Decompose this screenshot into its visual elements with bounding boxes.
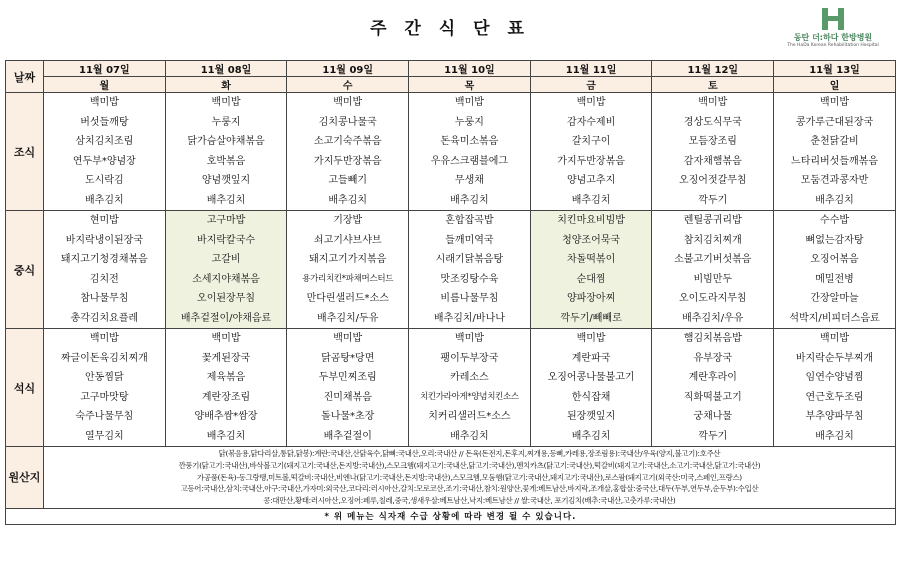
menu-item: 기장밥 xyxy=(333,215,363,226)
menu-item: 경상도식무국 xyxy=(683,116,742,128)
menu-item: 배추김치 xyxy=(571,194,611,206)
logo-name: 동탄 더:하다 한방병원 xyxy=(793,33,873,42)
menu-item: 치커리샐러드*소스 xyxy=(428,411,511,422)
menu-item: 계란파국 xyxy=(571,352,611,364)
menu-item: 양배추쌈*쌈장 xyxy=(194,411,258,422)
origin-info xyxy=(44,447,896,509)
menu-item: 감자수제비 xyxy=(566,116,616,128)
menu-item: 양파장아찌 xyxy=(566,293,616,304)
dinner-menu-cell xyxy=(165,329,287,447)
menu-item: 배추김치 xyxy=(450,430,489,442)
menu-item: 고들빼기 xyxy=(328,175,368,186)
menu-item: 부추양파무침 xyxy=(805,411,864,422)
menu-item: 순대찜 xyxy=(576,273,606,285)
origin-line: 고등어:국내산,삼치:국내산,아구:국내산,가자미:외국산,코다리:러시아산,갈치:모로코산,조기:국내산,참치:원양산,꽃게:베트남산,바지락,조개살,홍합살:중국산,대두(두부,연두부,순두부):수입산 xyxy=(180,484,759,494)
menu-item: 닭곰탕*당면 xyxy=(321,352,375,364)
menu-item: 춘천닭갈비 xyxy=(810,136,859,147)
menu-item: 닭가슴살야채볶음 xyxy=(187,136,265,147)
menu-item: 석박지/비피더스음료 xyxy=(789,312,880,324)
weekday-cell: 수 xyxy=(287,77,409,93)
menu-item: 가지두반장볶음 xyxy=(313,155,382,167)
menu-item: 감자채햄볶음 xyxy=(683,155,742,167)
menu-item: 백미밥 xyxy=(820,97,850,108)
menu-item: 유부장국 xyxy=(693,352,733,364)
hospital-logo-icon xyxy=(822,8,844,30)
dinner-menu-cell xyxy=(44,329,166,447)
menu-item: 배추김치/우유 xyxy=(682,312,744,324)
menu-item: 치킨가라아게*양념치킨소스 xyxy=(419,391,519,402)
menu-item: 비빔만두 xyxy=(693,273,733,285)
weekday-cell: 토 xyxy=(652,77,774,93)
menu-item: 콩가루근대된장국 xyxy=(795,116,874,128)
menu-item: 백미밥 xyxy=(698,97,728,108)
menu-item: 돼지고기가지볶음 xyxy=(309,254,387,265)
menu-item: 메밀전병 xyxy=(815,273,854,285)
menu-item: 총각김치요플레 xyxy=(70,312,139,324)
menu-item: 배추김치 xyxy=(815,430,854,442)
lunch-menu-cell xyxy=(774,211,896,329)
menu-item: 김치전 xyxy=(89,273,119,285)
menu-item: 시래기닭볶음탕 xyxy=(435,254,504,265)
breakfast-menu-cell xyxy=(165,93,287,211)
date-row xyxy=(6,61,896,77)
date-cell: 11월 09일 xyxy=(287,61,409,77)
menu-item: 팽이두부장국 xyxy=(440,352,499,364)
menu-item: 우유스크램블에그 xyxy=(430,155,509,167)
menu-item: 오징어콩나물불고기 xyxy=(547,372,635,383)
menu-item: 치킨마요비빔밥 xyxy=(557,215,625,226)
menu-item: 모둠견과콩자반 xyxy=(800,175,869,186)
menu-item: 참나물무침 xyxy=(80,293,129,304)
date-cell: 11월 12일 xyxy=(652,61,774,77)
menu-item: 짜글이돈육김치찌개 xyxy=(60,352,148,364)
menu-item: 소세지야채볶음 xyxy=(192,273,260,285)
menu-item: 백미밥 xyxy=(576,333,606,344)
lunch-label: 중식 xyxy=(6,211,44,329)
menu-item: 혼합잡곡밥 xyxy=(445,215,494,226)
menu-item: 쇠고기샤브샤브 xyxy=(313,234,382,246)
menu-item: 삼치김치조림 xyxy=(75,136,134,147)
menu-item: 깍두기 xyxy=(698,194,728,206)
menu-item: 배추겉절이/야채음료 xyxy=(180,312,272,324)
menu-item: 수수밥 xyxy=(820,215,850,226)
origin-line: 닭(볶음용,닭다리살,통닭,닭봉):계란:국내산,산닭육수,닭뼈:국내산,오리:국내산 // 돈육(돈전지,돈후지,찌개용,등뼈,카레용,장조림용):국내산/우육(양지,불고기):호주산 xyxy=(218,449,721,458)
menu-item: 누룽지 xyxy=(211,116,241,128)
menu-item: 백미밥 xyxy=(454,97,484,108)
menu-item: 현미밥 xyxy=(89,215,119,226)
page-title: 주 간 식 단 표 xyxy=(370,19,530,39)
menu-item: 차돌떡볶이 xyxy=(566,254,616,265)
dinner-menu-cell xyxy=(287,329,409,447)
origin-label: 원산지 xyxy=(6,447,44,509)
menu-item: 백미밥 xyxy=(89,97,119,108)
lunch-menu-cell xyxy=(287,211,409,329)
logo-subtitle: The HaDa Korean Rehabilitation Hospital xyxy=(787,43,879,48)
menu-item: 배추김치 xyxy=(815,194,854,206)
menu-item: 계란후라이 xyxy=(688,372,737,383)
menu-item: 깍두기 xyxy=(698,430,728,442)
menu-item: 바지락냉이된장국 xyxy=(65,234,143,246)
menu-item: 돌나물*초장 xyxy=(321,411,375,422)
menu-item: 청양조어묵국 xyxy=(562,234,621,246)
origin-line: 가공품(돈육)-동그랑땡,미트볼,떡갈비:국내산,비엔나(닭고기:국내산,돈지방:국내산),스모크햄,모둠햄(닭고기:국내산,돼지고기:국내산),로스팜(돼지고기(외국산:미국,스페인,프랑스) xyxy=(197,472,742,482)
menu-item: 버섯들깨탕 xyxy=(80,116,129,128)
menu-item: 안동찜닭 xyxy=(85,372,124,383)
menu-item: 배추김치 xyxy=(450,194,489,206)
dinner-menu-cell xyxy=(652,329,774,447)
breakfast-menu-cell xyxy=(409,93,531,211)
date-cell: 11월 10일 xyxy=(409,61,531,77)
menu-item: 맛조킹탕수육 xyxy=(440,273,499,285)
menu-item: 햄김치볶음밥 xyxy=(683,333,742,344)
date-cell: 11월 13일 xyxy=(774,61,896,77)
menu-item: 갈치구이 xyxy=(571,136,611,147)
menu-item: 백미밥 xyxy=(333,333,363,344)
menu-item: 바지락순두부찌개 xyxy=(795,352,874,364)
menu-item: 숙주나물무침 xyxy=(75,411,134,422)
menu-item: 양념고추지 xyxy=(566,175,616,186)
dinner-menu-cell xyxy=(774,329,896,447)
menu-item: 들깨미역국 xyxy=(445,234,494,246)
menu-change-notice: * 위 메뉴는 식자재 수급 상황에 따라 변경 될 수 있습니다. xyxy=(6,508,896,524)
menu-item: 만다린샐러드*소스 xyxy=(306,293,389,304)
dinner-menu-cell xyxy=(409,329,531,447)
menu-item: 임연수양념찜 xyxy=(805,372,864,383)
menu-item: 연두부*양념장 xyxy=(72,155,136,167)
menu-item: 궁채나물 xyxy=(693,411,733,422)
menu-item: 누룽지 xyxy=(454,116,484,128)
menu-item: 열무김치 xyxy=(85,430,124,442)
weekday-cell: 금 xyxy=(530,77,652,93)
menu-item: 고갈비 xyxy=(211,254,241,265)
weekday-row xyxy=(6,77,896,93)
menu-item: 배추김치 xyxy=(206,194,246,206)
lunch-menu-cell xyxy=(165,211,287,329)
menu-item: 된장깻잎지 xyxy=(566,411,616,422)
dinner-menu-cell xyxy=(530,329,652,447)
menu-item: 가지두반장볶음 xyxy=(557,155,625,167)
menu-item: 배추김치 xyxy=(206,430,246,442)
menu-item: 고구마맛탕 xyxy=(80,391,129,403)
menu-item: 백미밥 xyxy=(211,333,241,344)
menu-item: 배추김치 xyxy=(328,194,368,206)
menu-item: 배추김치 xyxy=(571,430,611,442)
menu-item: 꽃게된장국 xyxy=(201,352,251,364)
breakfast-row xyxy=(6,93,896,211)
lunch-menu-cell xyxy=(652,211,774,329)
menu-item: 계란장조림 xyxy=(201,391,251,403)
menu-item: 김치콩나물국 xyxy=(318,116,377,128)
dinner-label: 석식 xyxy=(6,329,44,447)
menu-item: 백미밥 xyxy=(576,97,606,108)
menu-item: 양념깻잎지 xyxy=(201,175,251,186)
menu-item: 깍두기/빼빼로 xyxy=(560,312,622,324)
menu-item: 한식잡채 xyxy=(571,391,611,403)
origin-line: 깐풍기(닭고기:국내산),바삭볼고기(돼지고기:국내산,돈지방:국내산),스모크햄(돼지고기:국내산,닭고기:국내산),멘치카츠(닭고기:국내산),떡갈비(돼지고기:국내산,소고기:국내산,닭고기:국내산) xyxy=(178,460,761,470)
weekday-cell: 일 xyxy=(774,77,896,93)
menu-item: 돼지고기청경채볶음 xyxy=(60,254,148,265)
menu-item: 호박볶음 xyxy=(206,155,246,167)
menu-item: 백미밥 xyxy=(89,333,119,344)
menu-item: 연근호두조림 xyxy=(805,391,864,403)
menu-item: 느타리버섯들깨볶음 xyxy=(791,155,878,167)
menu-item: 진미채볶음 xyxy=(323,391,372,403)
breakfast-label: 조식 xyxy=(6,93,44,211)
weekday-cell: 화 xyxy=(165,77,287,93)
menu-item: 비름나물무침 xyxy=(440,293,499,304)
menu-item: 백미밥 xyxy=(333,97,363,108)
menu-item: 용가리치킨*파채머스터드 xyxy=(302,273,394,284)
breakfast-menu-cell xyxy=(652,93,774,211)
menu-item: 소불고기버섯볶음 xyxy=(674,254,752,265)
menu-item: 백미밥 xyxy=(211,97,241,108)
menu-item: 백미밥 xyxy=(820,333,850,344)
menu-item: 오이된장무침 xyxy=(197,293,256,304)
menu-item: 배추김치 xyxy=(85,194,124,206)
menu-item: 바지락칼국수 xyxy=(197,234,256,246)
menu-item: 직화떡불고기 xyxy=(683,391,742,403)
lunch-menu-cell xyxy=(409,211,531,329)
weekday-cell: 목 xyxy=(409,77,531,93)
menu-item: 도시락김 xyxy=(85,175,124,186)
date-cell: 11월 07일 xyxy=(44,61,166,77)
menu-item: 돈육미소볶음 xyxy=(440,136,499,147)
menu-item: 참치김치찌개 xyxy=(683,234,742,246)
date-header-label: 날짜 xyxy=(6,61,44,93)
menu-item: 제육볶음 xyxy=(206,372,246,383)
menu-item: 모듬장조림 xyxy=(688,136,737,147)
breakfast-menu-cell xyxy=(530,93,652,211)
menu-item: 배추김치/두유 xyxy=(317,312,379,324)
date-cell: 11월 08일 xyxy=(165,61,287,77)
menu-item: 카레소스 xyxy=(450,372,489,383)
menu-item: 소고기숙주볶음 xyxy=(313,136,382,147)
menu-item: 백미밥 xyxy=(454,333,484,344)
weekday-cell: 월 xyxy=(44,77,166,93)
lunch-menu-cell xyxy=(44,211,166,329)
breakfast-menu-cell xyxy=(287,93,409,211)
menu-item: 오이도라지무침 xyxy=(678,293,747,304)
breakfast-menu-cell xyxy=(774,93,896,211)
weekly-menu-table xyxy=(5,60,896,525)
menu-item: 배추겉절이 xyxy=(323,430,372,442)
dinner-row xyxy=(6,329,896,447)
menu-item: 배추김치/바나나 xyxy=(433,312,505,324)
menu-item: 간장알마늘 xyxy=(810,293,859,304)
menu-item: 두부민찌조림 xyxy=(318,372,377,383)
menu-item: 오징어볶음 xyxy=(810,254,859,265)
breakfast-menu-cell xyxy=(44,93,166,211)
menu-item: 고구마밥 xyxy=(206,215,246,226)
lunch-menu-cell xyxy=(530,211,652,329)
date-cell: 11월 11일 xyxy=(530,61,652,77)
menu-item: 오징어젓갈무침 xyxy=(678,175,747,186)
menu-item: 렌틸콩귀리밥 xyxy=(683,215,742,226)
origin-line: 콩:대만산,황태:러시아산,오징어:페루,칠레,중국,생새우살:베트남산,낙지:베트남산 // 쌀:국내산, 포기김치(배추:국내산,고춧가루:국내산) xyxy=(263,496,676,506)
menu-item: 무생채 xyxy=(454,175,484,186)
origin-row xyxy=(6,447,896,509)
note-row xyxy=(6,508,896,524)
lunch-row xyxy=(6,211,896,329)
hospital-logo xyxy=(778,8,888,48)
menu-item: 뼈없는감자탕 xyxy=(805,234,864,246)
